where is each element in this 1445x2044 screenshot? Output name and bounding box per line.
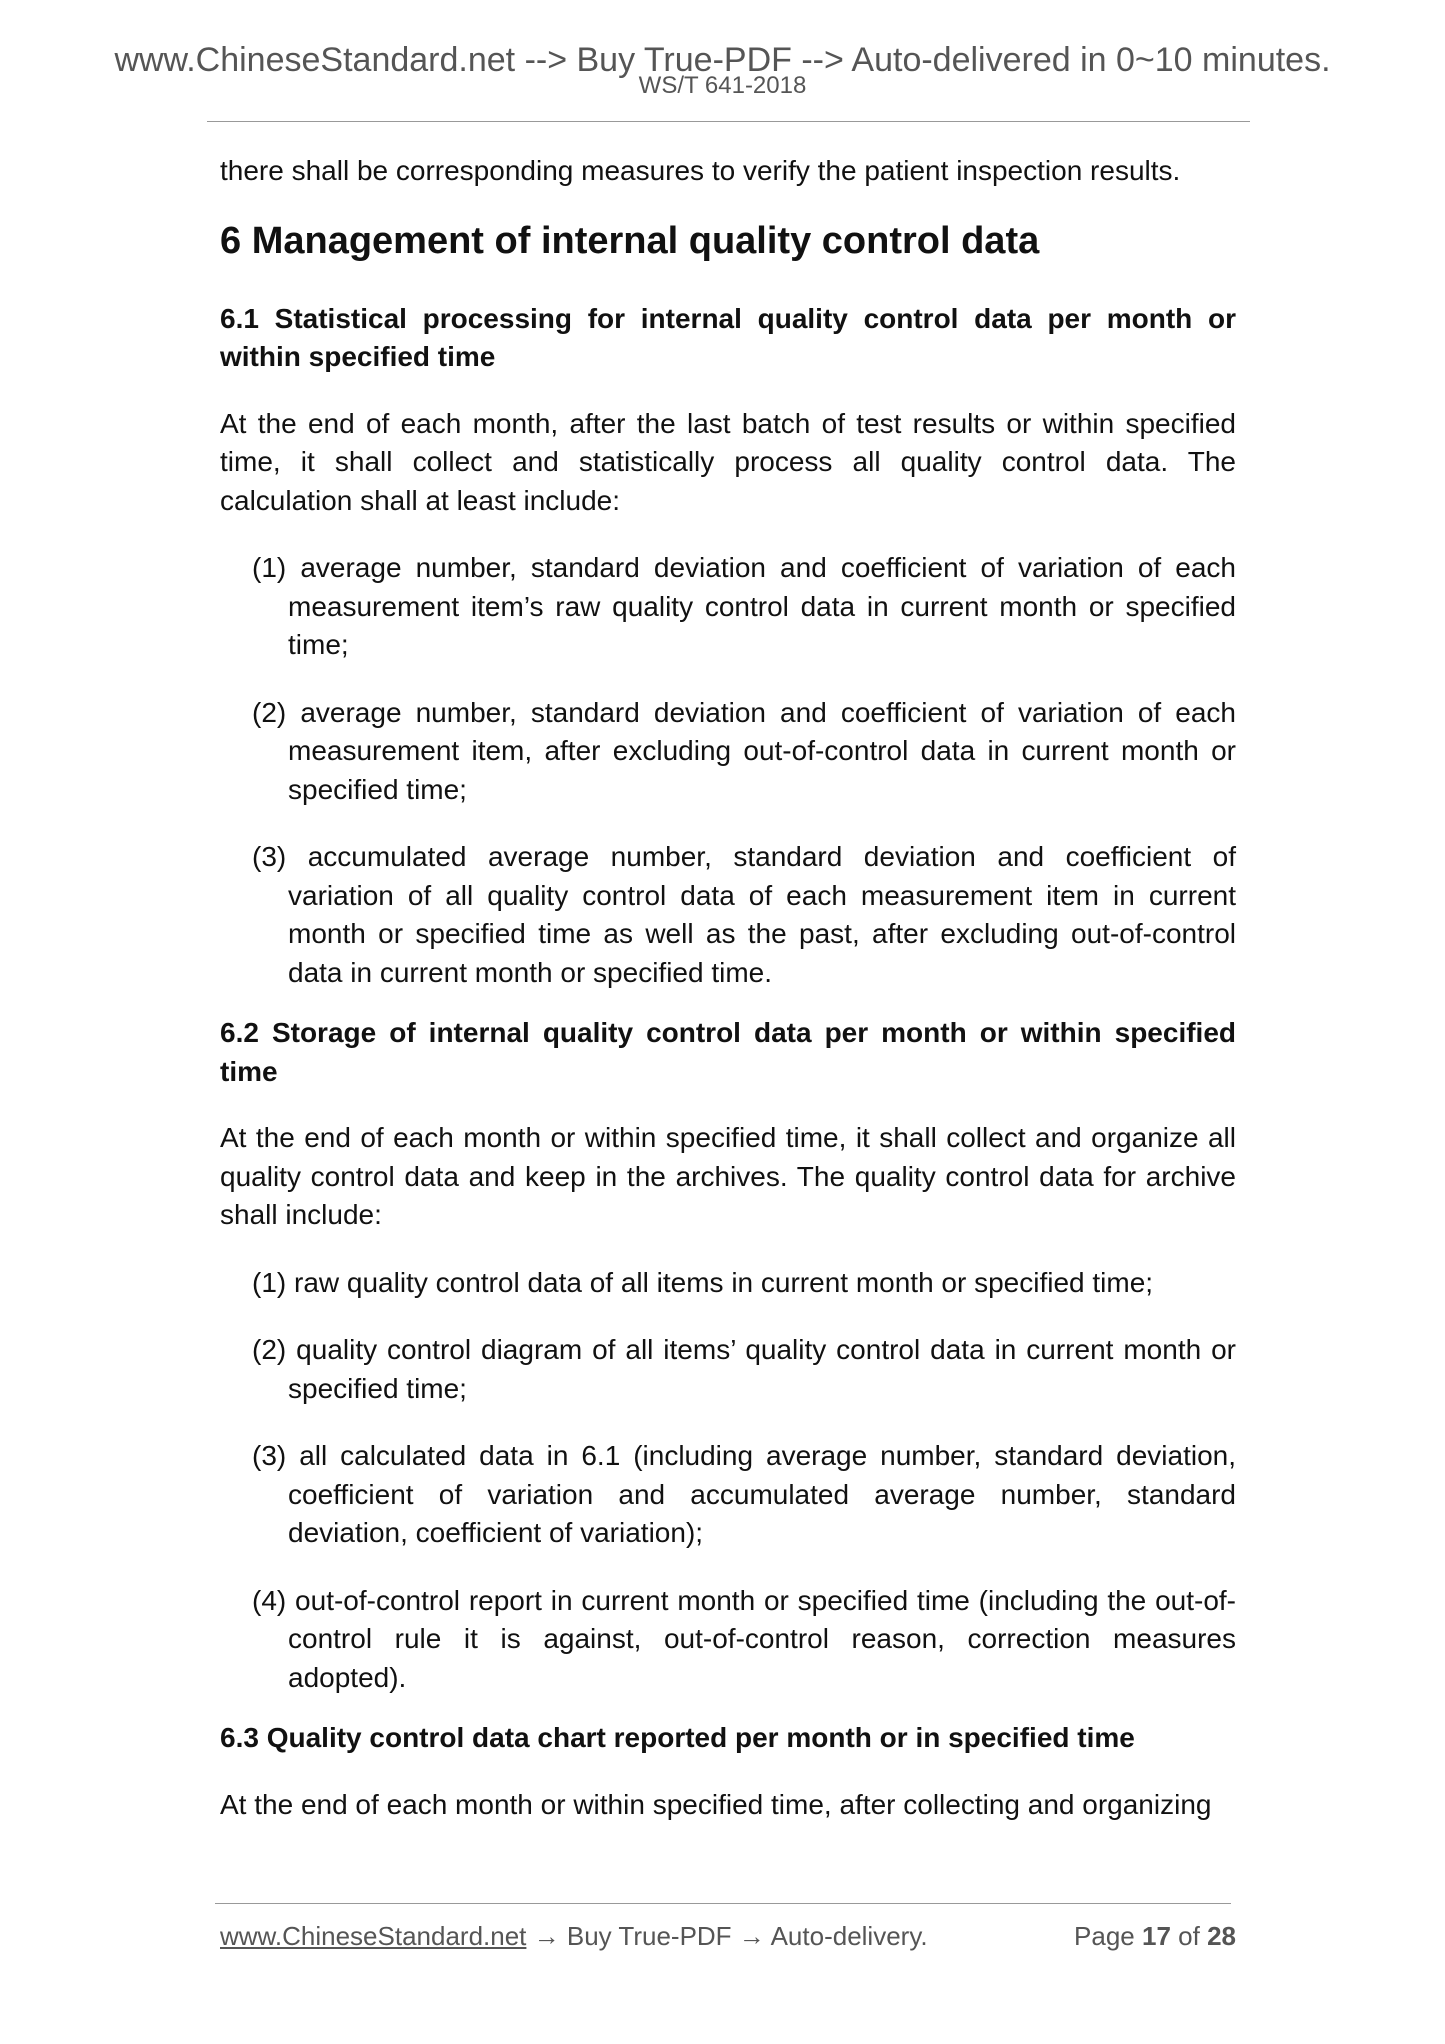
- paragraph-6-1: At the end of each month, after the last batch of test results or within specified time, it shall collect and statistically process all quality control data. The calculation shall at least include:: [220, 407, 1236, 516]
- page-indicator: [1074, 1920, 1236, 1952]
- list-text: out-of-control report in current month or specified time (including the out-of-control rule it is against, out-of-control reason, correction measures adopted).: [288, 1584, 1236, 1693]
- intro-paragraph: there shall be corresponding measures to verify the patient inspection results.: [220, 155, 1181, 186]
- list-item: [252, 1582, 1236, 1698]
- source-banner: www.ChineseStandard.net --> Buy True-PDF --> Auto-delivered in 0~10 minutes.: [114, 41, 1331, 79]
- list-item: [252, 549, 1236, 665]
- list-text: average number, standard deviation and coefficient of variation of each measurement item’s raw quality control data in current month or specified time;: [288, 552, 1237, 660]
- list-item: [252, 694, 1236, 810]
- subsection-heading-6-3: 6.3 Quality control data chart reported per month or in specified time: [220, 1722, 1135, 1753]
- of-label: of: [1178, 1921, 1200, 1951]
- page-content: [220, 152, 1236, 1824]
- list-text: accumulated average number, standard deviation and coefficient of variation of all quality control data of each measurement item in current month or specified time as well as the past, after excluding out-of-control data in current month or specified time.: [288, 841, 1236, 988]
- list-number: (2): [252, 1334, 287, 1365]
- list-number: (3): [252, 1440, 287, 1471]
- list-text: quality control diagram of all items’ quality control data in current month or specified time;: [288, 1334, 1237, 1404]
- list-text: all calculated data in 6.1 (including average number, standard deviation, coefficient of variation and accumulated average number, standard deviation, coefficient of variation);: [288, 1440, 1237, 1548]
- list-number: (3): [252, 841, 287, 872]
- list-item: [252, 1264, 1236, 1303]
- page-current: 17: [1142, 1921, 1171, 1951]
- header-divider: [207, 121, 1250, 122]
- list-item: [252, 838, 1236, 992]
- list-item: [252, 1331, 1236, 1408]
- list-number: (2): [252, 696, 287, 728]
- page-total: 28: [1207, 1921, 1236, 1951]
- page-label: Page: [1074, 1921, 1135, 1951]
- subsection-heading-6-1: 6.1 Statistical processing for internal quality control data per month or within specified time: [220, 302, 1236, 372]
- source-link[interactable]: www.ChineseStandard.net: [220, 1921, 527, 1951]
- paragraph-6-3: At the end of each month or within specified time, after collecting and organizing: [220, 1788, 1212, 1820]
- footer-delivery-text: → Auto-delivery.: [738, 1921, 928, 1951]
- list-item: [252, 1437, 1236, 1553]
- footer-buy-text: → Buy True-PDF: [526, 1921, 739, 1951]
- list-text: average number, standard deviation and coefficient of variation of each measurement item, after excluding out-of-control data in current month or specified time;: [288, 696, 1237, 805]
- footer-divider: [215, 1903, 1231, 1904]
- list-number: (4): [252, 1584, 287, 1616]
- list-text: raw quality control data of all items in current month or specified time;: [294, 1266, 1154, 1298]
- section-heading: 6 Management of internal quality control data: [220, 219, 1040, 262]
- list-number: (1): [252, 1266, 287, 1298]
- document-number: WS/T 641-2018: [638, 72, 807, 99]
- list-number: (1): [252, 552, 287, 583]
- paragraph-6-2: At the end of each month or within specified time, it shall collect and organize all quality control data and keep in the archives. The quality control data for archive shall include:: [220, 1122, 1236, 1230]
- subsection-heading-6-2: 6.2 Storage of internal quality control data per month or within specified time: [220, 1017, 1236, 1087]
